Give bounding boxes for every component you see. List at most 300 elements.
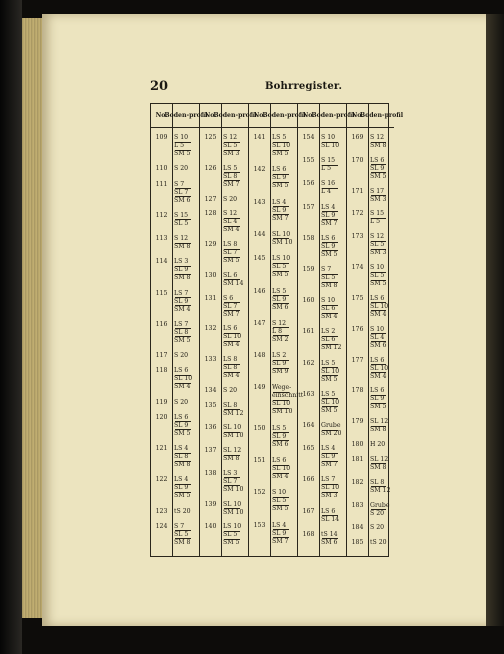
profile-layer: LS 6 — [174, 367, 189, 375]
profile-layer: SL 10 — [174, 375, 193, 383]
profile-layer: S 20 — [223, 195, 238, 203]
profile-layer: tS 20 — [174, 507, 191, 515]
profile-layer: SL 9 — [272, 206, 287, 214]
profile-layer: SM 5 — [370, 172, 387, 180]
profile-layer: LS 8 — [223, 356, 238, 363]
borehole-number: 146 — [253, 287, 266, 295]
number-column — [347, 104, 369, 556]
profile-layer: Wege- — [272, 384, 292, 392]
borehole-number: 131 — [204, 294, 217, 302]
borehole-number: 171 — [351, 187, 364, 195]
profile-layer: LS 2 — [321, 328, 336, 336]
borehole-number: 164 — [302, 422, 315, 429]
header-profile-line2: profil — [189, 111, 208, 119]
borehole-number: 170 — [351, 156, 364, 164]
borehole-number: 181 — [351, 455, 364, 463]
borehole-number: 138 — [204, 469, 217, 477]
header-profile-line2: profil — [238, 111, 257, 119]
table-column-group — [151, 104, 208, 556]
profile-layer: SL 9 — [174, 266, 189, 274]
profile-layer: SM 5 — [174, 336, 191, 344]
profile-layer: LS 7 — [174, 320, 189, 328]
profile-layer: SM 12 — [321, 344, 342, 352]
profile-column-body — [222, 128, 248, 556]
profile-layer: SM 10 — [272, 238, 293, 246]
profile-layer: SL 8 — [174, 453, 189, 460]
borehole-number: 152 — [253, 489, 266, 497]
profile-layer: S 12 — [223, 210, 238, 218]
profile-layer: LS 6 — [223, 325, 238, 333]
table-column-group — [249, 104, 306, 556]
header-profile — [359, 104, 404, 128]
table-column-group — [347, 104, 404, 556]
profile-layer: SL 9 — [370, 395, 385, 403]
borehole-number: 174 — [351, 264, 364, 272]
borehole-number: 132 — [204, 325, 217, 333]
profile-layer: SL 9 — [321, 242, 336, 250]
profile-layer: SM 5 — [223, 257, 240, 264]
profile-layer: SM 8 — [370, 426, 387, 434]
borehole-number: 178 — [351, 387, 364, 395]
borehole-number: 183 — [351, 501, 364, 509]
profile-layer: SM 4 — [321, 313, 338, 321]
borehole-number: 141 — [253, 134, 266, 141]
number-column — [298, 104, 320, 556]
profile-layer: SM 5 — [321, 250, 338, 258]
profile-layer: SM 3 — [321, 492, 338, 500]
profile-layer: SL 5 — [272, 497, 287, 505]
borehole-number: 119 — [155, 398, 168, 406]
profile-column — [213, 104, 257, 556]
borehole-number: 151 — [253, 457, 266, 465]
profile-layer: SL 9 — [174, 484, 189, 492]
profile-layer: SL 5 — [370, 241, 385, 249]
profile-layer: SL 5 — [272, 263, 287, 271]
profile-layer: LS 2 — [272, 352, 287, 360]
profile-layer: SL 10 — [370, 364, 389, 372]
profile-layer: LS 6 — [370, 156, 385, 164]
borehole-number: 110 — [155, 165, 168, 173]
profile-layer: S 20 — [174, 398, 189, 406]
borehole-number: 148 — [253, 352, 266, 360]
profile-layer: LS 3 — [223, 469, 238, 477]
profile-layer: LS 4 — [321, 445, 336, 453]
borehole-number: 159 — [302, 266, 315, 273]
profile-layer: SM 4 — [272, 473, 289, 481]
borehole-number: 184 — [351, 524, 364, 532]
profile-layer: SM 9 — [272, 368, 289, 376]
borehole-number: 133 — [204, 356, 217, 363]
header-profile-line1: Boden- — [262, 111, 288, 119]
profile-layer: SL 8 — [223, 401, 238, 409]
profile-layer: LS 4 — [272, 521, 287, 529]
profile-layer: LS 5 — [272, 134, 287, 141]
profile-layer: L 5 — [370, 218, 381, 226]
profile-layer: S 10 — [321, 134, 336, 141]
profile-layer: SM 12 — [370, 486, 391, 494]
profile-layer: SL 10 — [223, 500, 242, 508]
borehole-number: 147 — [253, 319, 266, 327]
profile-layer: einschnitt — [272, 392, 304, 400]
profile-layer: SL 9 — [370, 164, 385, 172]
profile-layer: SM 4 — [223, 226, 240, 234]
page-title: Bohrregister. — [265, 81, 343, 92]
profile-layer: SM 5 — [223, 539, 240, 547]
profile-layer: SM 7 — [272, 537, 289, 545]
borehole-number: 155 — [302, 157, 315, 165]
borehole-number: 172 — [351, 210, 364, 218]
header-profile-line1: Boden- — [164, 111, 190, 119]
profile-layer: LS 6 — [370, 356, 385, 364]
header-no: No. — [347, 104, 368, 128]
profile-layer: SM 5 — [174, 492, 191, 500]
profile-layer: SL 4 — [223, 218, 238, 226]
profile-layer: LS 8 — [223, 241, 238, 248]
profile-column-body — [320, 128, 346, 556]
profile-layer: S 16 — [321, 180, 336, 188]
header-profile-line2: profil — [287, 111, 306, 119]
profile-layer: SM 5 — [272, 271, 289, 279]
profile-layer: LS 6 — [370, 387, 385, 395]
profile-layer: LS 5 — [223, 164, 238, 172]
profile-layer: SM 7 — [321, 219, 338, 227]
profile-layer: SM 4 — [174, 305, 191, 313]
header-profile-line1: Boden- — [311, 111, 337, 119]
profile-layer: SL 8 — [174, 328, 189, 336]
header-profile-line1: Boden- — [213, 111, 239, 119]
borehole-number: 154 — [302, 134, 315, 141]
profile-layer: SL 10 — [272, 465, 291, 473]
profile-layer: SL 5 — [174, 530, 189, 538]
profile-layer: SL 7 — [223, 249, 238, 256]
book-right-edge — [486, 14, 504, 626]
profile-layer: SL 9 — [174, 421, 189, 429]
borehole-number: 139 — [204, 500, 217, 508]
profile-layer: Grube — [321, 422, 341, 429]
profile-layer: LS 5 — [272, 424, 287, 432]
borehole-number: 150 — [253, 424, 266, 432]
borehole-number: 123 — [155, 507, 168, 515]
number-column — [249, 104, 271, 556]
profile-layer: SM 4 — [370, 372, 387, 380]
profile-layer: LS 6 — [272, 166, 287, 174]
borehole-number: 142 — [253, 166, 266, 174]
borehole-number: 140 — [204, 523, 217, 531]
profile-layer: SL 9 — [272, 529, 287, 537]
profile-layer: S 6 — [223, 294, 234, 302]
profile-layer: SM 6 — [174, 196, 191, 204]
profile-layer: LS 5 — [272, 287, 287, 295]
profile-layer: SL 6 — [223, 271, 238, 279]
profile-layer: SL 10 — [272, 400, 291, 408]
borehole-number: 169 — [351, 134, 364, 141]
profile-layer: SL 9 — [272, 295, 287, 303]
profile-layer: S 12 — [223, 134, 238, 141]
borehole-number: 115 — [155, 289, 168, 297]
profile-layer: SM 8 — [174, 538, 191, 546]
header-profile — [311, 104, 355, 128]
profile-layer: SM 10 — [272, 408, 293, 416]
header-profile — [213, 104, 257, 128]
borehole-number: 157 — [302, 203, 315, 211]
profile-layer: SM 5 — [370, 403, 387, 411]
profile-layer: LS 6 — [321, 507, 336, 515]
profile-layer: S 7 — [174, 180, 185, 188]
profile-layer: SM 5 — [272, 150, 289, 157]
profile-layer: SL 10 — [321, 367, 340, 375]
borehole-number: 113 — [155, 235, 168, 242]
profile-layer: SL 5 — [321, 274, 336, 281]
profile-layer: SL 7 — [174, 188, 189, 196]
profile-layer: SL 10 — [272, 142, 291, 149]
profile-layer: SM 5 — [370, 280, 387, 288]
profile-layer: H 20 — [370, 441, 386, 449]
borehole-number: 136 — [204, 424, 217, 432]
profile-layer: LS 6 — [272, 457, 287, 465]
profile-layer: S 20 — [174, 165, 189, 173]
profile-layer: SM 5 — [321, 375, 338, 383]
profile-layer: SM 14 — [223, 279, 244, 287]
page-header — [150, 79, 470, 97]
profile-layer: SL 6 — [321, 336, 336, 344]
borehole-number: 114 — [155, 258, 168, 266]
profile-layer: SM 6 — [272, 303, 289, 311]
profile-layer: SL 8 — [370, 478, 385, 486]
profile-layer: SM 6 — [321, 538, 338, 546]
borehole-number: 163 — [302, 390, 315, 398]
borehole-number: 134 — [204, 386, 217, 394]
profile-layer: L 8 — [272, 327, 283, 335]
profile-layer: S 12 — [272, 319, 287, 327]
profile-column — [311, 104, 355, 556]
profile-layer: SL 10 — [223, 333, 242, 341]
profile-layer: SL 4 — [370, 333, 385, 341]
header-no: No. — [200, 104, 221, 128]
table-column-group — [298, 104, 355, 556]
profile-layer: SM 8 — [321, 282, 338, 289]
profile-layer: L 5 — [174, 142, 185, 149]
borehole-number: 127 — [204, 195, 217, 203]
profile-layer: SM 3 — [370, 195, 387, 203]
profile-layer: S 20 — [370, 524, 385, 532]
profile-layer: S 10 — [321, 297, 336, 305]
profile-layer: S 20 — [174, 352, 189, 359]
header-profile-line1: Boden- — [359, 111, 385, 119]
profile-layer: tS 14 — [321, 530, 338, 538]
profile-layer: S 12 — [370, 233, 385, 241]
profile-layer: LS 6 — [321, 234, 336, 242]
header-profile-line2: profil — [384, 111, 404, 119]
profile-layer: SM 8 — [370, 463, 387, 471]
profile-layer: LS 5 — [321, 359, 336, 367]
profile-layer: SM 4 — [223, 341, 240, 349]
borehole-number: 167 — [302, 507, 315, 515]
profile-layer: SL 9 — [272, 174, 287, 182]
profile-layer: SM 7 — [321, 461, 338, 469]
borehole-number: 173 — [351, 233, 364, 241]
number-column-body — [249, 128, 270, 556]
borehole-number: 109 — [155, 134, 168, 141]
profile-layer: S 10 — [174, 134, 189, 141]
borehole-number: 121 — [155, 445, 168, 452]
profile-layer: SL 5 — [223, 531, 238, 539]
page-edges — [22, 18, 42, 618]
profile-layer: LS 3 — [174, 258, 189, 266]
profile-layer: LS 6 — [174, 413, 189, 421]
profile-layer: SM 20 — [321, 430, 342, 437]
profile-layer: SM 6 — [370, 341, 387, 349]
borehole-number: 130 — [204, 271, 217, 279]
profile-column — [262, 104, 306, 556]
profile-layer: SM 7 — [223, 180, 240, 188]
profile-layer: SM 10 — [223, 432, 244, 440]
profile-layer: L 4 — [321, 188, 332, 196]
borehole-number: 175 — [351, 294, 364, 302]
profile-layer: SL 10 — [370, 302, 389, 310]
profile-layer: S 15 — [321, 157, 336, 165]
profile-layer: SM 5 — [321, 406, 338, 414]
number-column-body — [347, 128, 368, 556]
borehole-number: 116 — [155, 320, 168, 328]
profile-layer: SM 4 — [370, 310, 387, 318]
profile-layer: S 20 — [370, 509, 385, 517]
profile-layer: LS 4 — [272, 198, 287, 206]
profile-layer: L 5 — [321, 165, 332, 173]
borehole-number: 117 — [155, 352, 168, 359]
profile-layer: SM 4 — [174, 383, 191, 391]
borehole-number: 128 — [204, 210, 217, 218]
borehole-number: 166 — [302, 476, 315, 484]
table-column-group — [200, 104, 257, 556]
book-binding — [0, 0, 22, 654]
borehole-number: 176 — [351, 325, 364, 333]
page-number: 20 — [150, 79, 169, 94]
borehole-number: 182 — [351, 478, 364, 486]
profile-layer: LS 6 — [370, 294, 385, 302]
profile-layer: SM 10 — [223, 508, 244, 516]
profile-layer: LS 5 — [321, 390, 336, 398]
profile-layer: SM 4 — [223, 372, 240, 379]
header-no: No. — [151, 104, 172, 128]
borehole-number: 149 — [253, 384, 266, 392]
borehole-number: 165 — [302, 445, 315, 453]
borehole-number: 162 — [302, 359, 315, 367]
borehole-number: 129 — [204, 241, 217, 248]
profile-layer: SM 3 — [223, 150, 240, 157]
profile-layer: SL 10 — [321, 484, 340, 492]
profile-layer: LS 7 — [174, 289, 189, 297]
profile-layer: SL 12 — [370, 418, 389, 426]
profile-layer: SL 5 — [174, 219, 189, 227]
profile-layer: SL 6 — [321, 305, 336, 313]
profile-layer: SL 12 — [223, 447, 242, 454]
profile-layer: S 20 — [223, 386, 238, 394]
borehole-number: 185 — [351, 539, 364, 547]
profile-layer: SL 9 — [321, 211, 336, 219]
profile-column — [359, 104, 404, 556]
profile-layer: SM 7 — [223, 310, 240, 318]
profile-layer: SM 5 — [272, 182, 289, 190]
profile-layer: SM 8 — [174, 461, 191, 468]
number-column-body — [200, 128, 221, 556]
borehole-number: 153 — [253, 521, 266, 529]
profile-layer: LS 7 — [321, 476, 336, 484]
profile-layer: SL 9 — [272, 432, 287, 440]
profile-layer: SL 5 — [223, 142, 238, 149]
profile-layer: SL 10 — [272, 230, 291, 238]
profile-layer: SL 9 — [321, 453, 336, 461]
profile-layer: S 10 — [370, 325, 385, 333]
profile-layer: S 15 — [370, 210, 385, 218]
profile-layer: SM 5 — [174, 429, 191, 437]
borehole-number: 161 — [302, 328, 315, 336]
profile-column-body — [271, 128, 304, 556]
borehole-number: 137 — [204, 447, 217, 454]
profile-layer: SM 8 — [370, 142, 387, 149]
profile-layer: SM 5 — [174, 150, 191, 157]
profile-layer: SM 3 — [370, 249, 387, 257]
borehole-number: 112 — [155, 211, 168, 219]
profile-layer: LS 10 — [223, 523, 242, 531]
profile-layer: SM 8 — [174, 243, 191, 250]
header-profile-line2: profil — [336, 111, 355, 119]
profile-layer: SM 8 — [174, 274, 191, 282]
borehole-number: 180 — [351, 441, 364, 449]
profile-layer: SM 8 — [223, 455, 240, 462]
header-profile — [262, 104, 306, 128]
borehole-number: 120 — [155, 413, 168, 421]
profile-layer: SL 7 — [223, 302, 238, 310]
profile-layer: SM 7 — [272, 214, 289, 222]
borehole-table — [150, 103, 404, 557]
header-profile — [164, 104, 208, 128]
number-column — [151, 104, 173, 556]
header-no: No. — [298, 104, 319, 128]
profile-layer: LS 4 — [174, 445, 189, 452]
borehole-number: 158 — [302, 234, 315, 242]
borehole-number: 145 — [253, 255, 266, 263]
profile-layer: SL 7 — [223, 477, 238, 485]
profile-layer: S 7 — [174, 522, 185, 530]
profile-layer: S 12 — [370, 134, 385, 141]
profile-layer: SL 8 — [223, 364, 238, 371]
profile-layer: S 10 — [370, 264, 385, 272]
number-column — [200, 104, 222, 556]
profile-layer: SL 10 — [321, 398, 340, 406]
profile-layer: SM 5 — [272, 505, 289, 513]
profile-layer: S 12 — [174, 235, 189, 242]
borehole-number: 179 — [351, 418, 364, 426]
number-column-body — [151, 128, 172, 556]
borehole-number: 144 — [253, 230, 266, 238]
borehole-number: 177 — [351, 356, 364, 364]
profile-layer: tS 20 — [370, 539, 387, 547]
borehole-number: 125 — [204, 134, 217, 141]
borehole-number: 168 — [302, 530, 315, 538]
profile-layer: SL 10 — [223, 424, 242, 432]
profile-layer: SL 12 — [370, 455, 389, 463]
borehole-number: 111 — [155, 180, 168, 188]
profile-layer: SL 9 — [272, 360, 287, 368]
profile-layer: LS 10 — [272, 255, 291, 263]
profile-column — [164, 104, 208, 556]
profile-column-body — [173, 128, 199, 556]
profile-layer: SL 5 — [370, 272, 385, 280]
borehole-number: 156 — [302, 180, 315, 188]
profile-layer: S 17 — [370, 187, 385, 195]
profile-layer: LS 4 — [174, 476, 189, 484]
borehole-number: 124 — [155, 522, 168, 530]
